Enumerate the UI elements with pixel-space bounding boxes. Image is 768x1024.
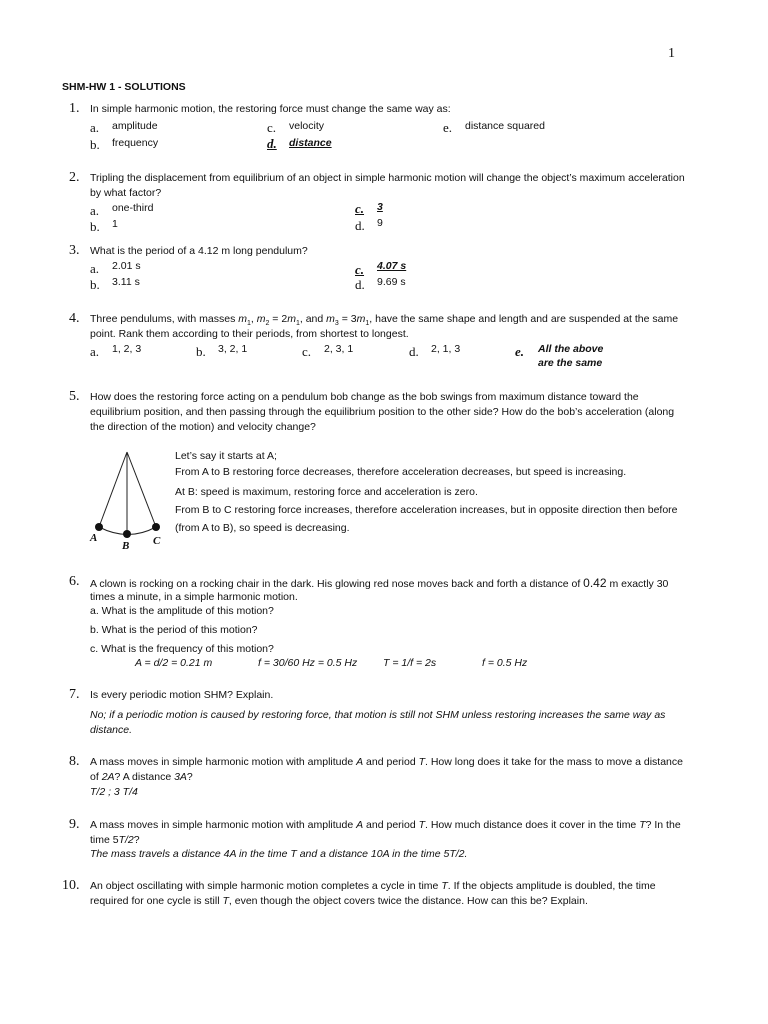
option-label: b. xyxy=(90,137,100,152)
point-label-a: A xyxy=(90,532,98,544)
question-text: equilibrium position, and then passing through the equilibrium position to the other side? How do the bob’s acceleration (along xyxy=(90,406,675,418)
text-fragment: ? In the xyxy=(645,819,681,831)
question-text xyxy=(90,313,678,327)
option-text: 2, 1, 3 xyxy=(431,343,461,355)
option-text: 2.01 s xyxy=(112,260,141,272)
answer-text: Let’s say it starts at A; xyxy=(175,450,277,462)
answer-text: (from A to B), so speed is decreasing. xyxy=(175,522,350,534)
correct-option-text: 3 xyxy=(377,201,383,213)
text-fragment: An object oscillating with simple harmonic motion completes a cycle in time xyxy=(90,880,442,892)
answer-period: T = 1/f = 2s xyxy=(383,657,437,669)
subscript: 3 xyxy=(334,320,339,328)
text-fragment: of xyxy=(90,771,102,783)
option-label: b. xyxy=(90,219,100,234)
text-fragment: Three pendulums, with masses xyxy=(90,313,239,325)
point-label-c: C xyxy=(153,535,161,547)
option-label: d. xyxy=(355,218,365,233)
option-text: 9.69 s xyxy=(377,276,406,288)
question-number: 3. xyxy=(69,243,80,258)
option-label: b. xyxy=(90,277,100,292)
answer-frequency: f = 0.5 Hz xyxy=(482,657,528,669)
question-text: Tripling the displacement from equilibrium of an object in simple harmonic motion will change the object’s maximum acceleration xyxy=(90,172,685,184)
mass-symbol: m xyxy=(326,313,335,325)
text-fragment: , and xyxy=(299,313,327,325)
answer-text: From A to B restoring force decreases, therefore acceleration decreases, but speed is increasing. xyxy=(175,466,627,478)
amplitude-symbol: A xyxy=(356,756,364,768)
mass-symbol: m xyxy=(256,313,266,325)
distance-symbol: 3A xyxy=(174,771,187,783)
text-fragment: and period xyxy=(363,819,419,831)
text-fragment: A mass moves in simple harmonic motion with amplitude xyxy=(90,756,357,768)
answer-text: At B: speed is maximum, restoring force and acceleration is zero. xyxy=(175,486,478,498)
question-number: 1. xyxy=(69,101,80,116)
option-text: frequency xyxy=(112,137,159,149)
option-text: 2, 3, 1 xyxy=(324,343,354,355)
option-label: a. xyxy=(90,120,100,135)
question-number: 5. xyxy=(69,389,80,404)
question-text xyxy=(90,895,588,907)
period-symbol: T xyxy=(441,880,448,892)
text-fragment: ? xyxy=(133,834,140,846)
option-label: a. xyxy=(90,203,100,218)
answer-text: distance. xyxy=(90,724,133,736)
option-text: 9 xyxy=(377,217,383,229)
question-text: What is the period of a 4.12 m long pendulum? xyxy=(90,245,308,257)
correct-option-label: e. xyxy=(515,344,525,359)
question-number: 10. xyxy=(62,878,80,893)
correct-option-text: All the above xyxy=(538,343,604,355)
option-text: amplitude xyxy=(112,120,158,132)
mass-symbol: m xyxy=(287,313,296,325)
period-symbol: T xyxy=(222,895,229,907)
option-text: 1 xyxy=(112,218,118,230)
option-text: distance squared xyxy=(465,120,545,132)
sub-question: b. What is the period of this motion? xyxy=(90,624,258,636)
option-text: 3, 2, 1 xyxy=(218,343,248,355)
question-number: 6. xyxy=(69,574,80,589)
text-fragment: . How much distance does it cover in the time xyxy=(425,819,640,831)
text-fragment: ? A distance xyxy=(114,771,175,783)
option-label: c. xyxy=(267,120,277,135)
question-text xyxy=(90,819,681,831)
distance-value: 0.42 xyxy=(583,576,607,590)
subscript: 1 xyxy=(295,320,300,328)
page-title: SHM-HW 1 - SOLUTIONS xyxy=(62,81,186,93)
bob-c xyxy=(152,523,160,531)
question-text xyxy=(90,771,193,783)
option-text: one-third xyxy=(112,202,154,214)
mass-symbol: m xyxy=(356,313,366,325)
question-text: the direction of the motion) and velocity change? xyxy=(90,421,316,433)
text-fragment: , have the same shape and length and are suspended at the same xyxy=(369,313,679,325)
answer-text: From B to C restoring force increases, therefore acceleration increases, but in opposite direction then before xyxy=(175,504,678,516)
subscript: 1 xyxy=(365,320,370,328)
option-label: a. xyxy=(90,344,100,359)
text-fragment: . How long does it take for the mass to move a distance xyxy=(425,756,683,768)
sub-question: c. What is the frequency of this motion? xyxy=(90,643,274,655)
question-text xyxy=(90,880,656,892)
question-text: point. Rank them according to their periods, from shortest to longest. xyxy=(90,328,409,340)
question-number: 9. xyxy=(69,817,80,832)
pendulum-string-right xyxy=(127,452,156,527)
correct-option-label: c. xyxy=(355,201,365,216)
point-label-b: B xyxy=(122,540,130,552)
subscript: 1 xyxy=(246,320,251,328)
question-number: 8. xyxy=(69,754,80,769)
option-label: a. xyxy=(90,261,100,276)
text-fragment: ? xyxy=(186,771,193,783)
period-symbol: T xyxy=(418,756,426,768)
text-fragment: m exactly 30 xyxy=(606,578,669,590)
correct-option-text: distance xyxy=(289,137,332,149)
pendulum-string-left xyxy=(99,452,127,527)
text-fragment: A clown is rocking on a rocking chair in the dark. His glowing red nose moves back and forth a distance of xyxy=(90,578,584,590)
correct-option-label: c. xyxy=(355,262,365,277)
period-symbol: T/2 xyxy=(118,834,134,846)
text-fragment: = 3 xyxy=(338,313,357,325)
text-fragment: , xyxy=(250,313,257,325)
option-text: velocity xyxy=(289,120,325,132)
question-text: times a minute, in a simple harmonic motion. xyxy=(90,591,298,603)
question-text: In simple harmonic motion, the restoring force must change the same way as: xyxy=(90,103,451,115)
answer-amplitude: A = d/2 = 0.21 m xyxy=(135,657,213,669)
option-label: d. xyxy=(355,277,365,292)
question-text xyxy=(90,576,668,590)
period-symbol: T xyxy=(639,819,646,831)
mass-symbol: m xyxy=(238,313,247,325)
text-fragment: required for one cycle is still xyxy=(90,895,223,907)
option-label: e. xyxy=(443,120,453,135)
question-text xyxy=(90,756,683,768)
question-text: How does the restoring force acting on a pendulum bob change as the bob swings from maximum distance toward the xyxy=(90,391,639,403)
text-fragment: A mass moves in simple harmonic motion with amplitude xyxy=(90,819,357,831)
question-number: 7. xyxy=(69,687,80,702)
text-fragment: = 2 xyxy=(269,313,288,325)
text-fragment: and period xyxy=(363,756,419,768)
question-number: 2. xyxy=(69,170,80,185)
question-text: by what factor? xyxy=(90,187,162,199)
text-fragment: , even though the object covers twice the distance. How can this be? Explain. xyxy=(228,895,588,907)
question-number: 4. xyxy=(69,311,80,326)
option-label: c. xyxy=(302,344,312,359)
correct-option-label: d. xyxy=(267,136,277,151)
text-fragment: . If the objects amplitude is doubled, the time xyxy=(447,880,656,892)
option-label: d. xyxy=(409,344,419,359)
option-text: 3.11 s xyxy=(112,276,140,288)
question-text xyxy=(90,834,140,846)
amplitude-symbol: A xyxy=(356,819,364,831)
answer-text: No; if a periodic motion is caused by restoring force, that motion is still not SHM unless restoring increases the same way as xyxy=(90,709,666,721)
distance-symbol: 2A xyxy=(101,771,115,783)
page-number: 1 xyxy=(668,46,675,61)
option-label: b. xyxy=(196,344,206,359)
sub-question: a. What is the amplitude of this motion? xyxy=(90,605,274,617)
answer-text: T/2 ; 3 T/4 xyxy=(90,786,138,798)
subscript: 2 xyxy=(265,320,270,328)
bob-a xyxy=(95,523,103,531)
question-text: Is every periodic motion SHM? Explain. xyxy=(90,689,274,701)
option-text: 1, 2, 3 xyxy=(112,343,142,355)
answer-text: The mass travels a distance 4A in the time T and a distance 10A in the time 5T/2. xyxy=(90,848,468,860)
correct-option-text: 4.07 s xyxy=(377,260,407,272)
correct-option-text: are the same xyxy=(538,357,603,369)
text-fragment: time 5 xyxy=(90,834,119,846)
period-symbol: T xyxy=(418,819,426,831)
answer-frequency-calc: f = 30/60 Hz = 0.5 Hz xyxy=(258,657,358,669)
bob-b xyxy=(123,530,131,538)
